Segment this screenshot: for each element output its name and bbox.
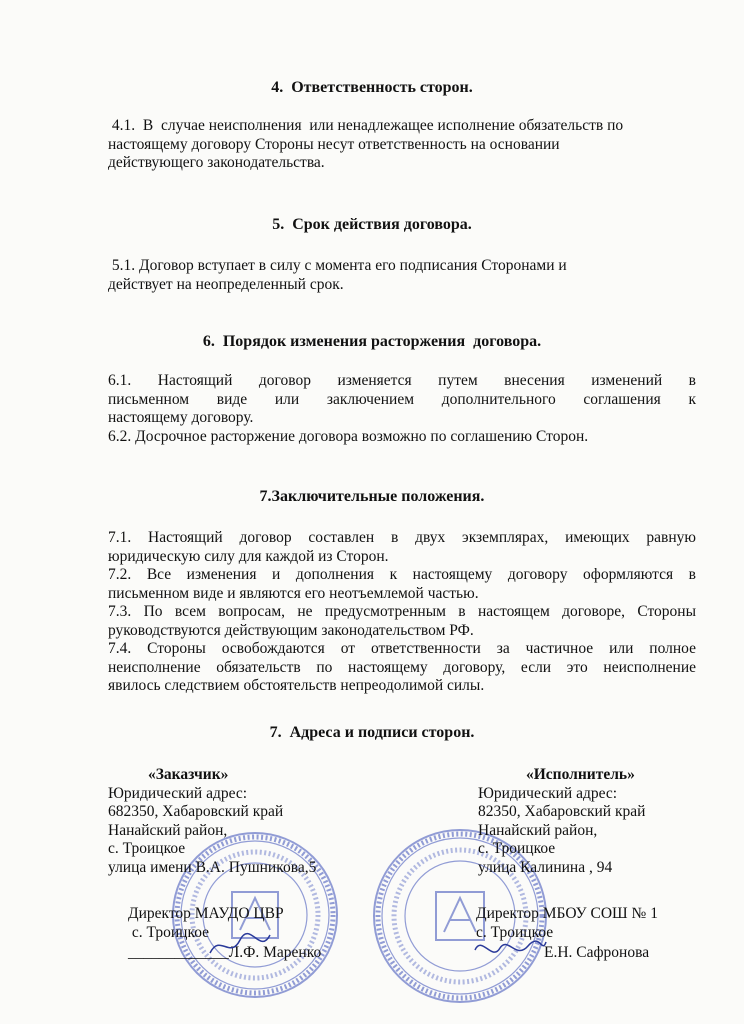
- text-line: руководствуются действующим законодательством РФ.: [108, 621, 474, 639]
- text-line: 7.3. По всем вопросам, не предусмотренным в настоящем договоре, Стороны: [108, 603, 696, 620]
- text-line: настоящему договору.: [108, 409, 254, 426]
- section-7-text: [108, 529, 696, 696]
- section-6-title: 6. Порядок изменения расторжения договора.: [202, 333, 542, 350]
- text-line: 6.1. Настоящий договор изменяется путем внесения изменений в: [108, 372, 696, 389]
- section-5-title: 5. Срок действия договора.: [272, 216, 472, 233]
- text-line: действующего законодательства.: [108, 154, 325, 171]
- text-line: 5.1. Договор вступает в силу с момента его подписания Сторонами и: [108, 257, 567, 274]
- text-line: 4.1. В случае неисполнения или ненадлежащее исполнение обязательств по: [108, 117, 624, 134]
- text-line: 6.2. Досрочное расторжение договора возможно по соглашению Сторон.: [108, 427, 589, 445]
- customer-address-line: улица имени В.А. Пушникова,5: [108, 858, 317, 876]
- contractor-address-line: 82350, Хабаровский край: [478, 803, 646, 820]
- customer-address-line: с. Троицкое: [108, 840, 186, 857]
- section-7-title: 7.Заключительные положения.: [259, 488, 485, 505]
- section-6-text: [108, 372, 696, 446]
- customer-signature-icon: [205, 925, 275, 965]
- text-line: 7.1. Настоящий договор составлен в двух экземплярах, имеющих равную: [108, 529, 696, 546]
- contractor-address-line: Нанайский район,: [478, 821, 598, 839]
- text-line: 7.2. Все изменения и дополнения к настоящему договору оформляются в: [108, 566, 696, 583]
- customer-place: с. Троицкое: [128, 923, 210, 941]
- contractor-block: [478, 766, 718, 877]
- customer-block: [108, 766, 388, 877]
- text-line: действует на неопределенный срок.: [108, 275, 344, 293]
- contractor-signatory: Е.Н. Сафронова: [544, 944, 650, 961]
- text-line: письменном виде и являются его неотъемлемой частью.: [108, 584, 479, 602]
- section-4-title: 4. Ответственность сторон.: [271, 79, 473, 96]
- customer-position: Директор МАУДО ЦВР: [128, 905, 284, 922]
- customer-heading: «Заказчик»: [148, 766, 229, 783]
- contractor-address-line: Юридический адрес:: [478, 784, 618, 802]
- section-4-text: [108, 117, 696, 173]
- text-line: настоящему договору Стороны несут ответственность на основании: [108, 135, 560, 153]
- text-line: 7.4. Стороны освобождаются от ответственности за частичное или полное: [108, 640, 696, 657]
- section-5-text: [108, 257, 696, 294]
- customer-address-line: Юридический адрес:: [108, 784, 248, 802]
- text-line: неисполнение обязательств по настоящему договору, если это неисполнение: [108, 658, 696, 676]
- text-line: юридическую силу для каждой из Сторон.: [108, 547, 389, 565]
- contractor-position: Директор МБОУ СОШ № 1: [476, 905, 658, 922]
- contractor-place: с. Троицкое: [476, 923, 554, 941]
- contractor-address-line: улица Калинина , 94: [478, 858, 613, 876]
- contractor-heading: «Исполнитель»: [526, 766, 635, 783]
- text-line: письменном виде или заключением дополнительного соглашения к: [108, 390, 696, 408]
- customer-address-line: Нанайский район,: [108, 821, 228, 839]
- contractor-address-line: с. Троицкое: [478, 840, 556, 857]
- contractor-signature-icon: [470, 930, 550, 970]
- customer-address-line: 682350, Хабаровский край: [108, 803, 284, 820]
- section-addresses-title: 7. Адреса и подписи сторон.: [269, 724, 475, 741]
- text-line: явилось следствием обстоятельств непреодолимой силы.: [108, 677, 485, 694]
- customer-signatory: _____________Л.Ф. Маренко: [128, 944, 322, 961]
